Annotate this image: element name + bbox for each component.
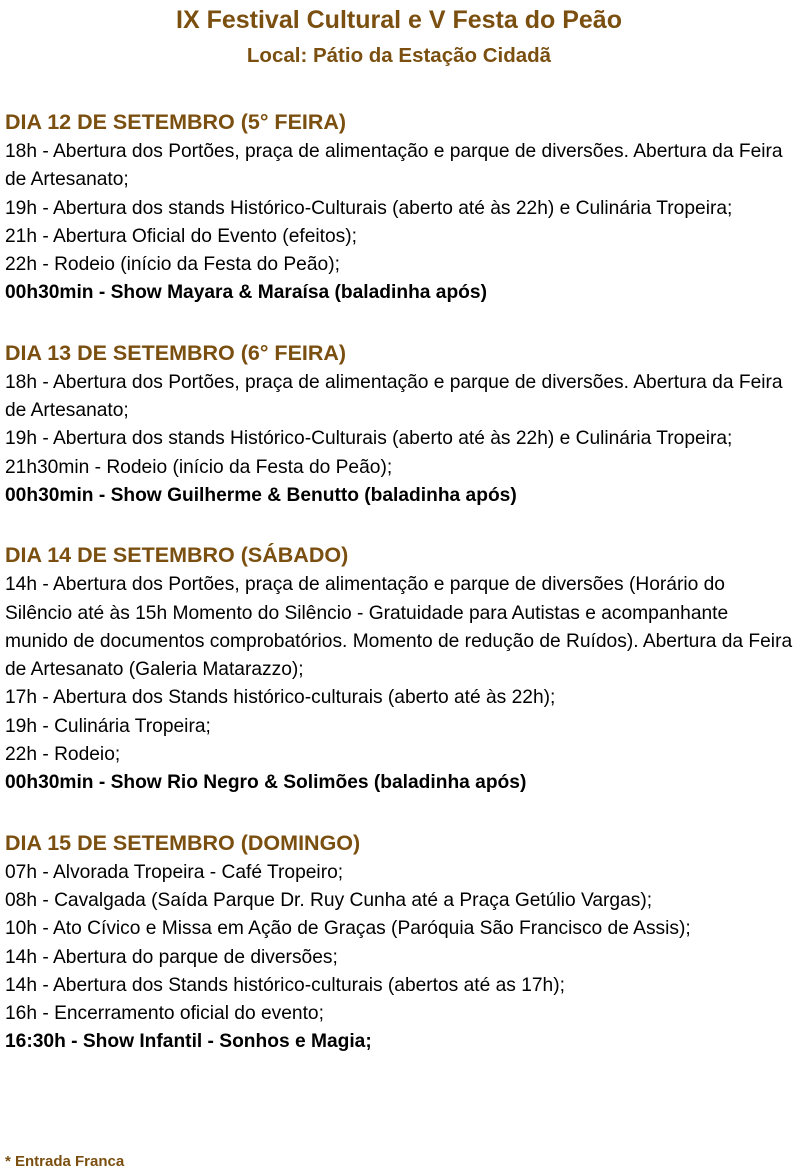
page-header — [0, 0, 798, 69]
schedule-entry: 07h - Alvorada Tropeira - Café Tropeiro; — [5, 861, 344, 883]
schedule-entry: 22h - Rodeio; — [5, 744, 121, 766]
day-section — [5, 827, 796, 1057]
page-title: IX Festival Cultural e V Festa do Peão — [176, 6, 622, 34]
schedule-entry: 14h - Abertura do parque de diversões; — [5, 946, 338, 968]
schedule-entry: 21h - Abertura Oficial do Evento (efeitos); — [5, 225, 357, 247]
schedule — [5, 106, 796, 1086]
schedule-entry: 17h - Abertura dos Stands histórico-culturais (aberto até às 22h); — [5, 687, 556, 709]
headline-show-entry: 00h30min - Show Rio Negro & Solimões (baladinha após) — [5, 772, 527, 794]
event-location: Local: Pátio da Estação Cidadã — [246, 44, 552, 67]
schedule-entry: 19h - Abertura dos stands Histórico-Culturais (aberto até às 22h) e Culinária Tropeira; — [5, 428, 733, 450]
headline-show-entry: 00h30min - Show Guilherme & Benutto (baladinha após) — [5, 484, 517, 506]
schedule-entry: 08h - Cavalgada (Saída Parque Dr. Ruy Cunha até a Praça Getúlio Vargas); — [5, 889, 653, 911]
headline-show-entry: 16:30h - Show Infantil - Sonhos e Magia; — [5, 1031, 372, 1053]
schedule-entry: 10h - Ato Cívico e Missa em Ação de Graças (Paróquia São Francisco de Assis); — [5, 918, 691, 940]
schedule-entry: 14h - Abertura dos Portões, praça de alimentação e parque de diversões (Horário do Silêncio até às 15h Momento do Silêncio - Gratuidade para Autistas e acompanhante munido de documentos comprobatórios. Momento de redução de Ruídos). Abertura da Feira de Artesanato (Galeria Matarazzo); — [5, 574, 793, 681]
schedule-entry: 18h - Abertura dos Portões, praça de alimentação e parque de diversões. Abertura da Feira de Artesanato; — [5, 141, 783, 191]
schedule-entry: 16h - Encerramento oficial do evento; — [5, 1003, 324, 1025]
headline-show-entry: 00h30min - Show Mayara & Maraísa (baladinha após) — [5, 282, 487, 304]
day-section — [5, 106, 796, 308]
schedule-entry: 19h - Abertura dos stands Histórico-Culturais (aberto até às 22h) e Culinária Tropeira; — [5, 197, 733, 219]
schedule-entry: 18h - Abertura dos Portões, praça de alimentação e parque de diversões. Abertura da Feira de Artesanato; — [5, 371, 783, 422]
schedule-entry: 21h30min - Rodeio (início da Festa do Peão); — [5, 456, 393, 478]
day-section — [5, 539, 796, 797]
day-heading: DIA 15 DE SETEMBRO (DOMINGO) — [5, 830, 361, 855]
day-heading: DIA 13 DE SETEMBRO (6° FEIRA) — [5, 340, 347, 365]
schedule-entry: 14h - Abertura dos Stands histórico-culturais (abertos até as 17h); — [5, 974, 565, 996]
schedule-entry: 22h - Rodeio (início da Festa do Peão); — [5, 254, 340, 276]
day-heading: DIA 12 DE SETEMBRO (5° FEIRA) — [5, 110, 347, 134]
day-heading: DIA 14 DE SETEMBRO (SÁBADO) — [5, 543, 349, 568]
schedule-entry: 19h - Culinária Tropeira; — [5, 715, 211, 737]
free-entry-note: * Entrada Franca — [5, 1153, 125, 1170]
day-section — [5, 337, 796, 510]
